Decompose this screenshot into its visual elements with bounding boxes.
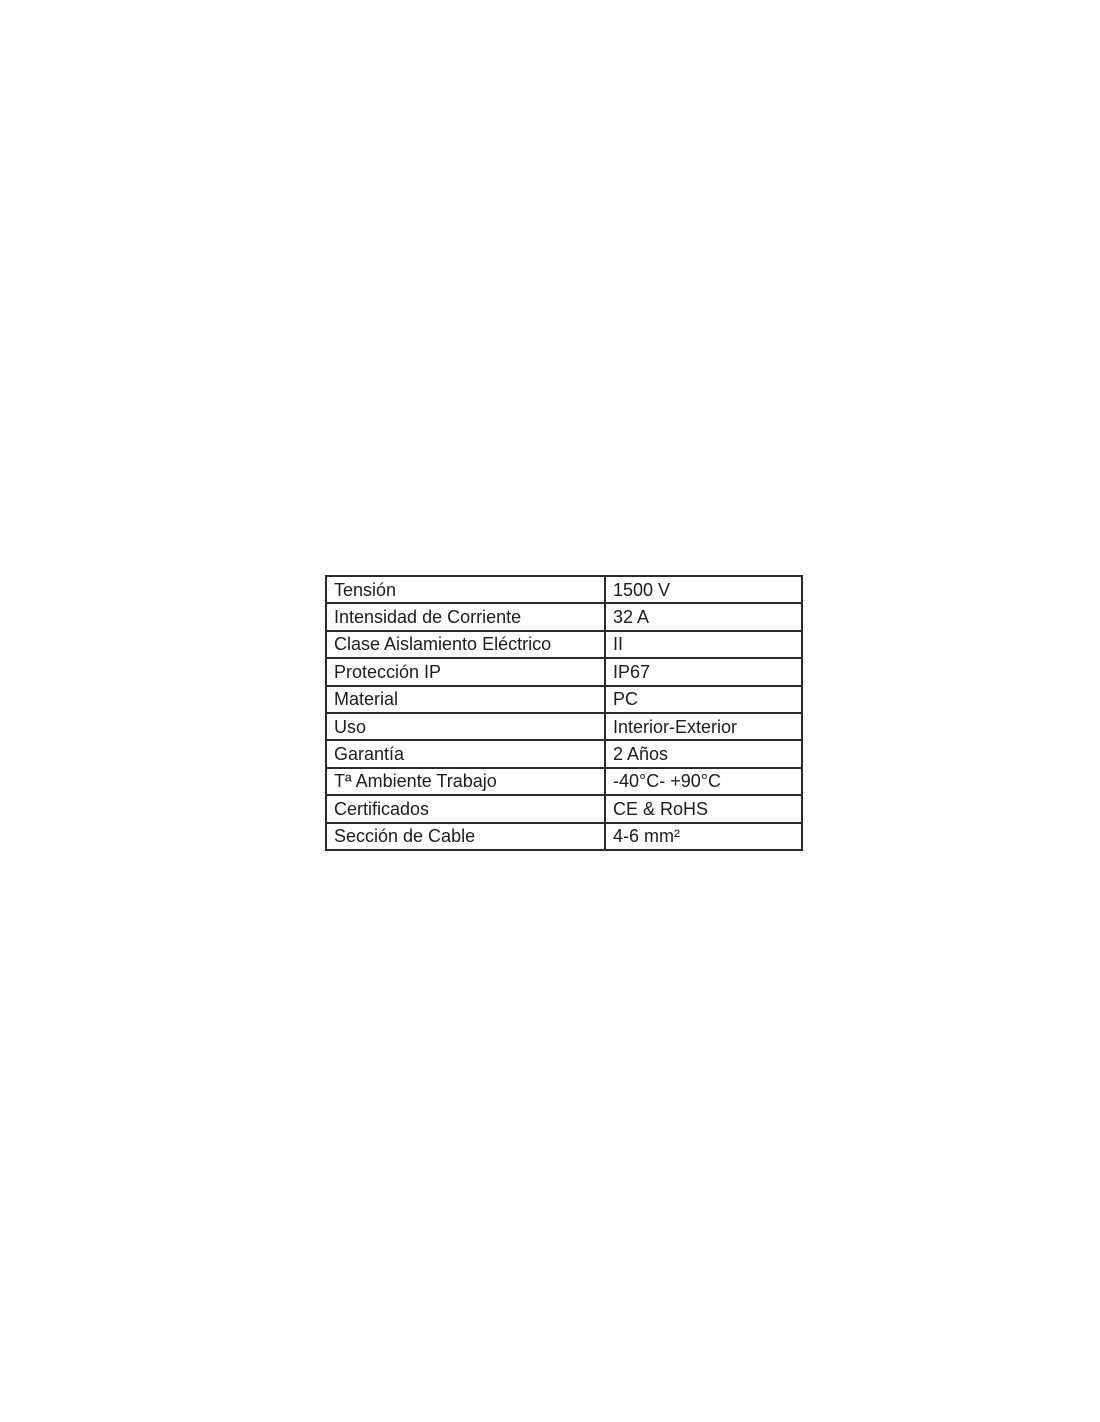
spec-label: Certificados	[326, 795, 605, 822]
spec-value: II	[605, 631, 802, 658]
table-row	[326, 576, 802, 603]
spec-value: 32 A	[605, 603, 802, 630]
spec-label: Uso	[326, 713, 605, 740]
spec-value: 4-6 mm²	[605, 823, 802, 850]
spec-label: Sección de Cable	[326, 823, 605, 850]
spec-label: Intensidad de Corriente	[326, 603, 605, 630]
table-row	[326, 795, 802, 822]
spec-value: PC	[605, 686, 802, 713]
spec-label: Tª Ambiente Trabajo	[326, 768, 605, 795]
specs-table	[325, 575, 803, 851]
table-row	[326, 631, 802, 658]
table-row	[326, 768, 802, 795]
spec-value: Interior-Exterior	[605, 713, 802, 740]
table-row	[326, 658, 802, 685]
table-row	[326, 603, 802, 630]
spec-value: 2 Años	[605, 740, 802, 767]
table-row	[326, 740, 802, 767]
table-row	[326, 686, 802, 713]
spec-label: Tensión	[326, 576, 605, 603]
spec-label: Material	[326, 686, 605, 713]
spec-value: CE & RoHS	[605, 795, 802, 822]
spec-value: -40°C- +90°C	[605, 768, 802, 795]
spec-label: Protección IP	[326, 658, 605, 685]
table-row	[326, 823, 802, 850]
table-row	[326, 713, 802, 740]
spec-label: Garantía	[326, 740, 605, 767]
spec-label: Clase Aislamiento Eléctrico	[326, 631, 605, 658]
spec-value: 1500 V	[605, 576, 802, 603]
spec-value: IP67	[605, 658, 802, 685]
specs-table-body	[326, 576, 802, 850]
